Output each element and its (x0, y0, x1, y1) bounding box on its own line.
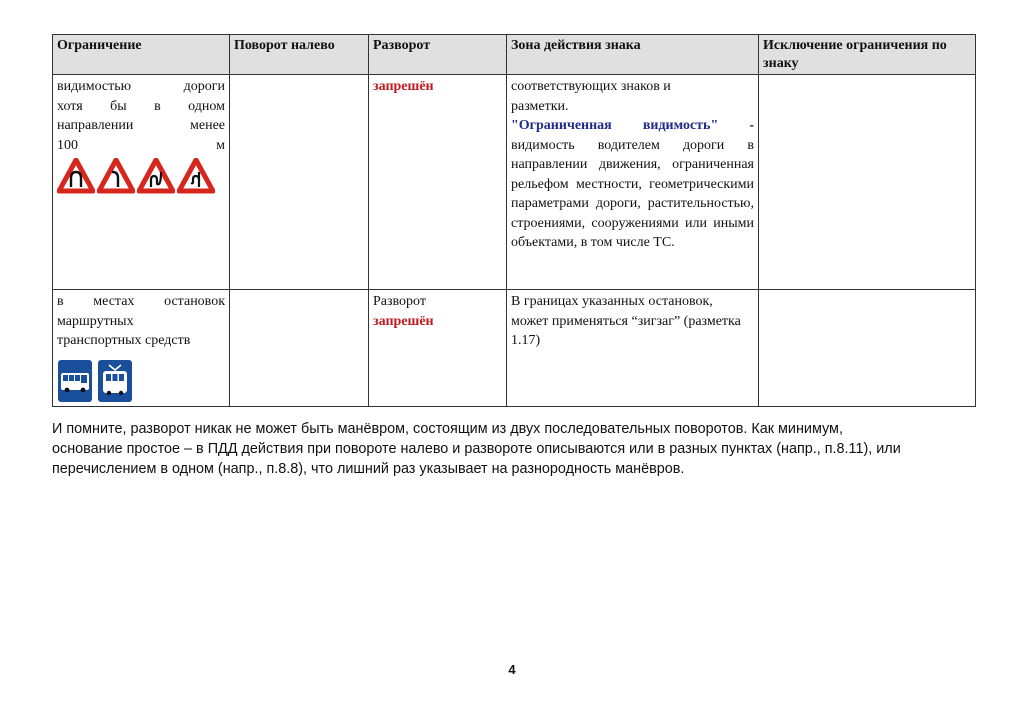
zone-text: В границах указанных остановок, может применяться “зигзаг” (разметка 1.17) (511, 294, 741, 348)
cell-exception (759, 75, 976, 290)
cell-left-turn (230, 290, 369, 407)
u-turn-prefix: Разворот (373, 294, 426, 309)
cell-zone (507, 75, 759, 290)
header-left-turn: Поворот налево (230, 35, 369, 75)
header-restriction: Ограничение (53, 35, 230, 75)
curve-sign-icon (97, 158, 135, 194)
tram-stop-sign-icon (97, 359, 133, 403)
zone-dash: - (718, 118, 754, 133)
winding-road-sign-icon (177, 158, 215, 194)
cell-left-turn (230, 75, 369, 290)
cell-u-turn (369, 290, 507, 407)
restriction-line: направлении менее (57, 118, 225, 133)
paragraph-line: основание простое – в ПДД действия при повороте налево и развороте описываются или в разных пунктах (напр., п.8.11), или (52, 441, 901, 457)
restriction-line: транспортных средств (57, 333, 191, 348)
bus-stop-sign-icon (57, 359, 93, 403)
u-turn-forbidden: запрешён (373, 79, 434, 94)
restriction-line: видимостью дороги (57, 79, 225, 94)
table-row (53, 290, 976, 407)
restriction-line: хотя бы в одном (57, 98, 225, 114)
winding-road-sign-icon (137, 158, 175, 194)
cell-restriction (53, 75, 230, 290)
zone-term: "Ограниченная видимость" (511, 118, 719, 133)
table-row (53, 75, 976, 290)
curve-sign-icon (57, 158, 95, 194)
header-u-turn: Разворот (369, 35, 507, 75)
u-turn-forbidden: запрешён (373, 313, 434, 329)
restriction-line: в местах остановок (57, 294, 225, 309)
page-number: 4 (508, 662, 516, 677)
restriction-line: 100 м (57, 137, 225, 153)
stop-signs (57, 359, 225, 403)
cell-restriction (53, 290, 230, 407)
cell-u-turn (369, 75, 507, 290)
warning-signs (57, 158, 225, 194)
zone-intro: соответствующих знаков и разметки. (511, 79, 671, 114)
cell-zone (507, 290, 759, 407)
header-zone: Зона действия знака (507, 35, 759, 75)
explanation-paragraph (52, 419, 982, 479)
table-header-row (53, 35, 976, 75)
zone-definition-block (511, 116, 754, 253)
zone-definition: видимость водителем дороги в направлении движения, ограниченная рельефом местности, геометрическими параметрами дороги, растительностью, строениями, сооружениями или иными объектами, в том числе ТС. (511, 137, 754, 250)
header-exception: Исключение ограничения по знаку (759, 35, 976, 75)
restriction-line: маршрутных (57, 313, 134, 329)
paragraph-line: И помните, разворот никак не может быть манёвром, состоящим из двух последовательных поворотов. Как минимум, (52, 421, 843, 437)
cell-exception (759, 290, 976, 407)
restrictions-table (52, 34, 976, 407)
paragraph-line: перечислением в одном (напр., п.8.8), что лишний раз указывает на разнородность манёвров. (52, 461, 685, 477)
